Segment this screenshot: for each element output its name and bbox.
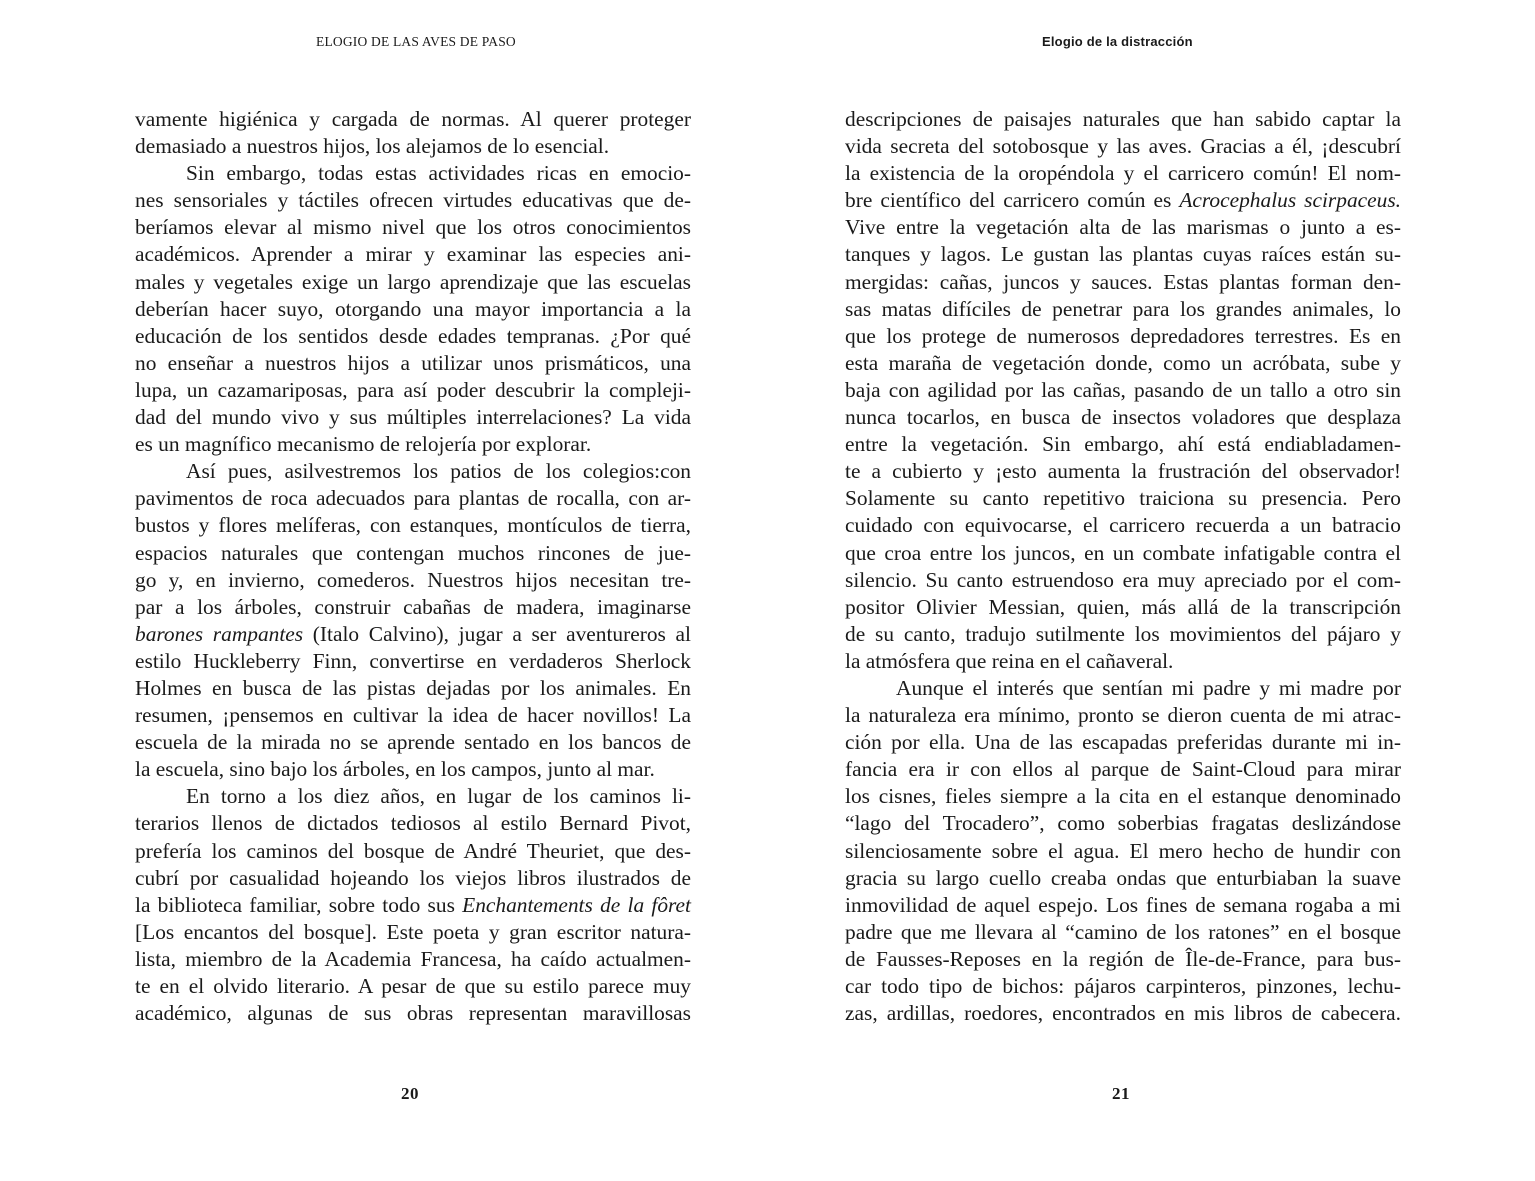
- text-line: bre científico del carricero común es Acrocephalus scirpaceus.: [845, 188, 1401, 213]
- text-line: baja con agilidad por las cañas, pasando de un tallo a otro sin: [845, 377, 1401, 402]
- text-line: mergidas: cañas, juncos y sauces. Estas plantas forman den-: [845, 269, 1401, 294]
- text-line: fancia era ir con ellos al parque de Saint-Cloud para mirar: [845, 757, 1401, 782]
- text-line: padre que me llevara al “camino de los ratones” en el bosque: [845, 919, 1401, 944]
- text-line: no enseñar a nuestros hijos a utilizar unos prismáticos, una: [135, 350, 691, 375]
- text-line: cuidado con equivocarse, el carricero recuerda a un batracio: [845, 513, 1401, 538]
- text-line: prefería los caminos del bosque de André Theuriet, que des-: [135, 838, 691, 863]
- text-line: pavimentos de roca adecuados para plantas de rocalla, con ar-: [135, 486, 691, 511]
- text-line: “lago del Trocadero”, como soberbias fragatas deslizándose: [845, 811, 1401, 836]
- text-line: silencio. Su canto estruendoso era muy apreciado por el com-: [845, 567, 1401, 592]
- text-line: te en el olvido literario. A pesar de que su estilo parece muy: [135, 974, 691, 998]
- text-line: esta maraña de vegetación donde, como un acróbata, sube y: [845, 350, 1401, 375]
- text-line: que los protege de numerosos depredadores terrestres. Es en: [845, 323, 1401, 348]
- text-line: espacios naturales que contengan muchos rincones de jue-: [135, 540, 691, 565]
- text-line: lupa, un cazamariposas, para así poder descubrir la compleji-: [135, 377, 691, 402]
- text-line: cubrí por casualidad hojeando los viejos libros ilustrados de: [135, 865, 691, 890]
- text-line: la naturaleza era mínimo, pronto se dieron cuenta de mi atrac-: [845, 703, 1401, 728]
- text-line: sas matas difíciles de penetrar para los grandes animales, lo: [845, 296, 1401, 321]
- text-line: gracia su largo cuello creaba ondas que enturbiaban la suave: [845, 865, 1401, 890]
- text-line: Aunque el interés que sentían mi padre y mi madre por: [896, 675, 1401, 700]
- text-line: dad del mundo vivo y sus múltiples interrelaciones? La vida: [135, 405, 691, 430]
- text-line: par a los árboles, construir cabañas de madera, imaginarse: [135, 594, 691, 619]
- text-line: de su canto, tradujo sutilmente los movimientos del pájaro y: [845, 621, 1401, 646]
- text-line: la biblioteca familiar, sobre todo sus Enchantements de la fôret: [135, 892, 691, 917]
- text-line: [Los encantos del bosque]. Este poeta y gran escritor natura-: [135, 919, 691, 944]
- page-number-right: 21: [1112, 1084, 1130, 1103]
- text-line: te a cubierto y ¡esto aumenta la frustración del observador!: [845, 459, 1401, 484]
- text-line: males y vegetales exige un largo aprendizaje que las escuelas: [135, 269, 691, 294]
- text-line: beríamos elevar al mismo nivel que los otros conocimientos: [135, 215, 691, 240]
- left-page: [0, 0, 767, 1181]
- italic-title: Acrocephalus scirpaceus.: [1179, 188, 1401, 213]
- text-line: Vive entre la vegetación alta de las marismas o junto a es-: [845, 215, 1401, 240]
- text-line: es un magnífico mecanismo de relojería por explorar.: [135, 432, 592, 457]
- text-line: entre la vegetación. Sin embargo, ahí está endiabladamen-: [845, 432, 1401, 457]
- text-line: En torno a los diez años, en lugar de los caminos li-: [186, 784, 691, 809]
- right-page: [767, 0, 1535, 1181]
- text-line: demasiado a nuestros hijos, los alejamos de lo esencial.: [135, 134, 610, 159]
- text-line: Holmes en busca de las pistas dejadas por los animales. En: [135, 675, 691, 700]
- text-line: nunca tocarlos, en busca de insectos voladores que desplaza: [845, 405, 1401, 430]
- text-line: Así pues, asilvestremos los patios de los colegios:con: [186, 459, 691, 484]
- text-line: descripciones de paisajes naturales que han sabido captar la: [845, 107, 1401, 131]
- left-page-body: [135, 106, 691, 1027]
- text-line: zas, ardillas, roedores, encontrados en mis libros de cabecera.: [845, 1001, 1401, 1026]
- text-line: bustos y flores melíferas, con estanques, montículos de tierra,: [135, 513, 691, 538]
- running-head-left: ELOGIO DE LAS AVES DE PASO: [316, 34, 516, 49]
- text-line: barones rampantes (Italo Calvino), jugar a ser aventureros al: [135, 621, 691, 646]
- text-line: car todo tipo de bichos: pájaros carpinteros, pinzones, lechu-: [845, 974, 1401, 998]
- text-line: positor Olivier Messian, quien, más allá de la transcripción: [845, 594, 1401, 619]
- text-line: vamente higiénica y cargada de normas. Al querer proteger: [135, 107, 691, 131]
- text-line: la escuela, sino bajo los árboles, en los campos, junto al mar.: [135, 757, 655, 782]
- text-line: Sin embargo, todas estas actividades ricas en emocio-: [186, 161, 691, 186]
- text-line: que croa entre los juncos, en un combate infatigable contra el: [845, 540, 1401, 565]
- text-line: lista, miembro de la Academia Francesa, ha caído actualmen-: [135, 946, 691, 971]
- italic-title: barones rampantes: [135, 621, 304, 646]
- text-line: deberían hacer suyo, otorgando una mayor importancia a la: [135, 296, 691, 321]
- text-line: estilo Huckleberry Finn, convertirse en verdaderos Sherlock: [135, 648, 691, 673]
- text-line: inmovilidad de aquel espejo. Los fines de semana rogaba a mi: [845, 892, 1401, 917]
- text-line: silenciosamente sobre el agua. El mero hecho de hundir con: [845, 838, 1401, 863]
- text-line: resumen, ¡pensemos en cultivar la idea de hacer novillos! La: [135, 703, 691, 728]
- text-line: escuela de la mirada no se aprende sentado en los bancos de: [135, 730, 691, 755]
- text-line: académico, algunas de sus obras representan maravillosas: [135, 1001, 691, 1026]
- text-line: go y, en invierno, comederos. Nuestros hijos necesitan tre-: [135, 567, 691, 592]
- right-page-body: [845, 106, 1401, 1027]
- text-line: nes sensoriales y táctiles ofrecen virtudes educativas que de-: [135, 188, 691, 213]
- text-line: los cisnes, fieles siempre a la cita en el estanque denominado: [845, 784, 1401, 809]
- text-line: la existencia de la oropéndola y el carricero común! El nom-: [845, 161, 1401, 186]
- text-line: educación de los sentidos desde edades tempranas. ¿Por qué: [135, 323, 691, 348]
- text-line: Solamente su canto repetitivo traiciona su presencia. Pero: [845, 486, 1401, 511]
- text-line: terarios llenos de dictados tediosos al estilo Bernard Pivot,: [135, 811, 691, 836]
- italic-title: Enchantements de la fôret: [462, 892, 691, 917]
- text-line: la atmósfera que reina en el cañaveral.: [845, 648, 1174, 673]
- page-number-left: 20: [401, 1084, 419, 1103]
- text-line: vida secreta del sotobosque y las aves. Gracias a él, ¡descubrí: [845, 134, 1401, 159]
- running-head-right: Elogio de la distracción: [1042, 34, 1193, 49]
- text-line: tanques y lagos. Le gustan las plantas cuyas raíces están su-: [845, 242, 1401, 267]
- text-line: académicos. Aprender a mirar y examinar las especies ani-: [135, 242, 691, 267]
- text-line: ción por ella. Una de las escapadas preferidas durante mi in-: [845, 730, 1401, 755]
- text-line: de Fausses-Reposes en la región de Île-de-France, para bus-: [845, 946, 1401, 971]
